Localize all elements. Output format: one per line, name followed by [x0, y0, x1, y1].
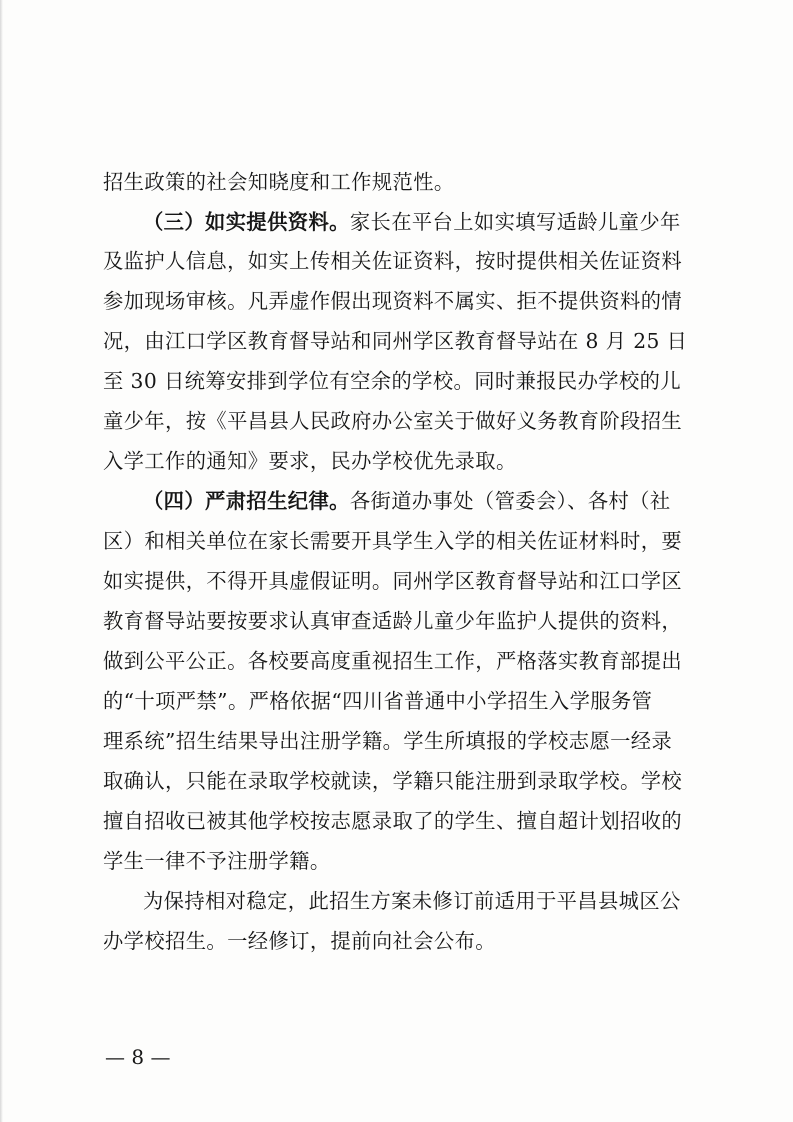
- section-4-heading-line: （四）严肃招生纪律。各街道办事处（管委会）、各村（社: [143, 489, 671, 513]
- page-number: — 8 —: [105, 1045, 171, 1069]
- paragraph-line: 理系统”招生结果导出注册学籍。学生所填报的学校志愿一经录: [103, 729, 673, 753]
- paragraph-line: 入学工作的通知》要求，民办学校优先录取。: [103, 449, 517, 473]
- closing-paragraph-line: 为保持相对稳定，此招生方案未修订前适用于平昌县城区公: [143, 889, 681, 913]
- paragraph-line: 学生一律不予注册学籍。: [103, 849, 331, 873]
- section-4-heading: （四）严肃招生纪律。: [143, 489, 350, 513]
- section-3-heading-line: （三）如实提供资料。家长在平台上如实填写适龄儿童少年: [143, 210, 681, 234]
- paragraph-line: 教育督导站要按要求认真审查适龄儿童少年监护人提供的资料，: [103, 609, 683, 633]
- paragraph-line: 参加现场审核。凡弄虚作假出现资料不属实、拒不提供资料的情: [103, 289, 683, 313]
- paragraph-line: 如实提供，不得开具虚假证明。同州学区教育督导站和江口学区: [103, 569, 683, 593]
- section-3-heading: （三）如实提供资料。: [143, 210, 350, 234]
- paragraph-line: 至 30 日统筹安排到学位有空余的学校。同时兼报民办学校的儿: [103, 369, 682, 393]
- paragraph-line: 况，由江口学区教育督导站和同州学区教育督导站在 8 月 25 日: [103, 329, 688, 353]
- paragraph-line: 招生政策的社会知晓度和工作规范性。: [103, 170, 455, 194]
- paragraph-line: 及监护人信息，如实上传相关佐证资料，按时提供相关佐证资料: [103, 249, 683, 273]
- paragraph-line: 办学校招生。一经修订，提前向社会公布。: [103, 929, 496, 953]
- paragraph-line: 做到公平公正。各校要高度重视招生工作，严格落实教育部提出: [103, 649, 683, 673]
- paragraph-line: 童少年，按《平昌县人民政府办公室关于做好义务教育阶段招生: [103, 409, 683, 433]
- scan-edge: [0, 0, 3, 1122]
- paragraph-line: 取确认，只能在录取学校就读，学籍只能注册到录取学校。学校: [103, 769, 683, 793]
- paragraph-line: 的“十项严禁”。严格依据“四川省普通中小学招生入学服务管: [103, 689, 653, 713]
- paragraph-line: 区）和相关单位在家长需要开具学生入学的相关佐证材料时，要: [103, 529, 683, 553]
- paragraph-line: 擅自招收已被其他学校按志愿录取了的学生、擅自超计划招收的: [103, 809, 683, 833]
